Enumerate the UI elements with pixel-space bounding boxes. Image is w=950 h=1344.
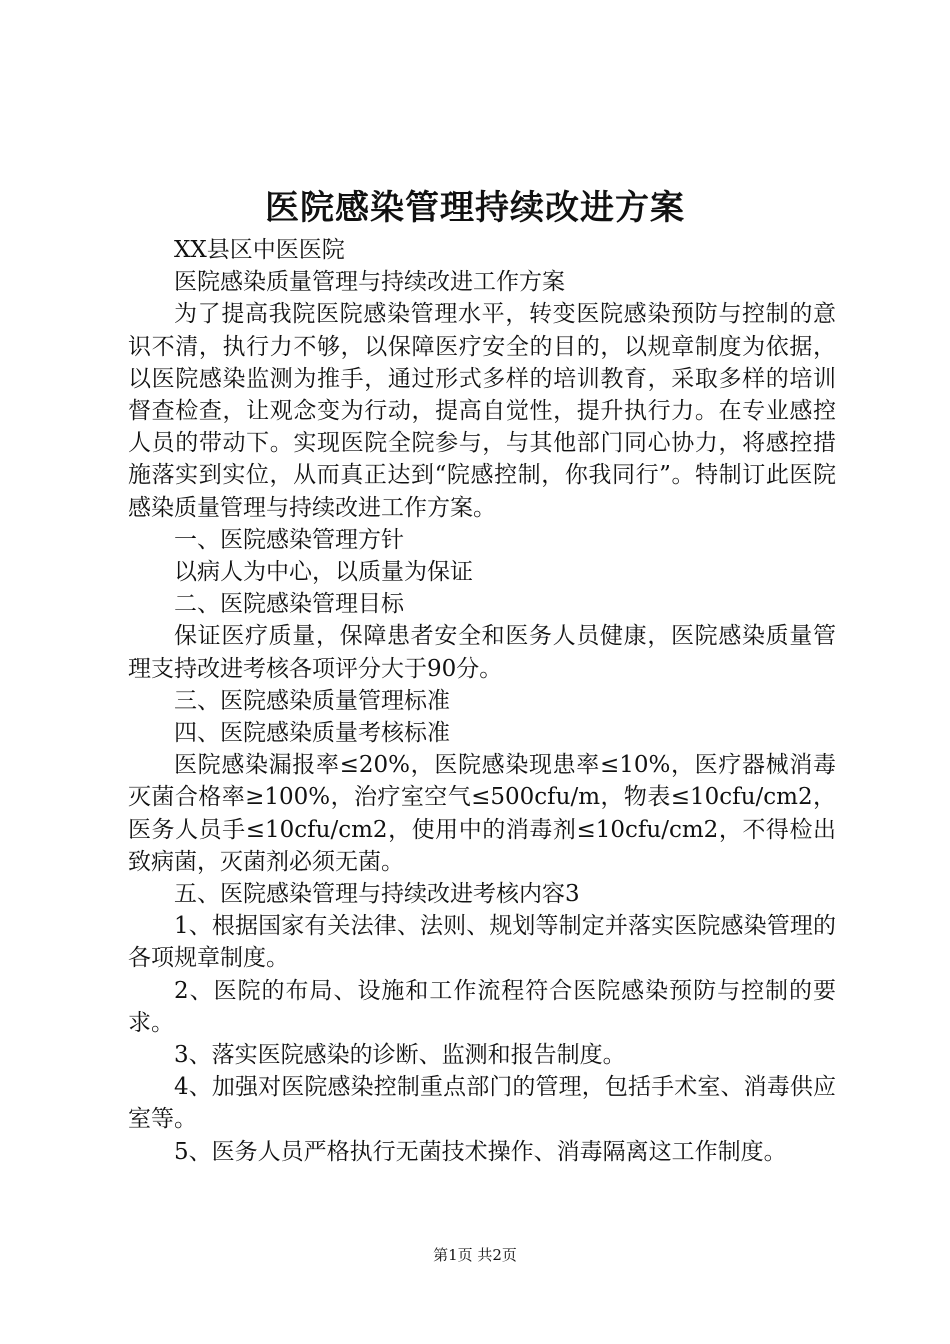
list-item-1: 1、根据国家有关法律、法则、规划等制定并落实医院感染管理的各项规章制度。 xyxy=(128,913,836,972)
section-heading-assessment-content: 五、医院感染管理与持续改进考核内容3 xyxy=(174,881,580,908)
paragraph-hospital-name: XX县区中医医院 xyxy=(174,237,345,263)
paragraph-introduction: 为了提高我院医院感染管理水平，转变医院感染预防与控制的意识不清，执行力不够，以保障医疗安全的目的，以规章制度为依据，以医院感染监测为推手，通过形式多样的培训教育，采取多样的培训督查检查，让观念变为行动，提高自觉性，提升执行力。在专业感控人员的带动下。实现医院全院参与，与其他部门同心协力，将感控措施落实到实位，从而真正达到“院感控制，你我同行”。特制订此医院感染质量管理与持续改进工作方案。 xyxy=(128,301,836,521)
paragraph-goal: 保证医疗质量，保障患者安全和医务人员健康，医院感染质量管理支持改进考核各项评分大于90分。 xyxy=(128,623,836,682)
document-title: 医院感染管理持续改进方案 xyxy=(265,188,685,228)
paragraph-assessment-standard: 医院感染漏报率≤20%，医院感染现患率≤10%，医疗器械消毒灭菌合格率≥100%，治疗室空气≤500cfu/m，物表≤10cfu/cm2，医务人员手≤10cfu/cm2，使用中的消毒剂≤10cfu/cm2，不得检出致病菌，灭菌剂必须无菌。 xyxy=(128,752,836,875)
list-item-4: 4、加强对医院感染控制重点部门的管理，包括手术室、消毒供应室等。 xyxy=(128,1074,836,1133)
section-heading-standard: 三、医院感染质量管理标准 xyxy=(174,687,450,714)
paragraph-policy: 以病人为中心，以质量为保证 xyxy=(174,559,473,586)
paragraph-plan-name: 医院感染质量管理与持续改进工作方案 xyxy=(174,269,565,296)
list-item-2: 2、医院的布局、设施和工作流程符合医院感染预防与控制的要求。 xyxy=(128,977,836,1036)
list-item-5: 5、医务人员严格执行无菌技术操作、消毒隔离这工作制度。 xyxy=(174,1138,787,1165)
list-item-3: 3、落实医院感染的诊断、监测和报告制度。 xyxy=(174,1042,626,1069)
section-heading-policy: 一、医院感染管理方针 xyxy=(174,526,404,553)
section-heading-assessment-standard: 四、医院感染质量考核标准 xyxy=(174,720,450,747)
section-heading-goal: 二、医院感染管理目标 xyxy=(174,591,404,618)
document-body xyxy=(128,234,836,1168)
page-footer: 第1页 共2页 xyxy=(433,1246,517,1264)
